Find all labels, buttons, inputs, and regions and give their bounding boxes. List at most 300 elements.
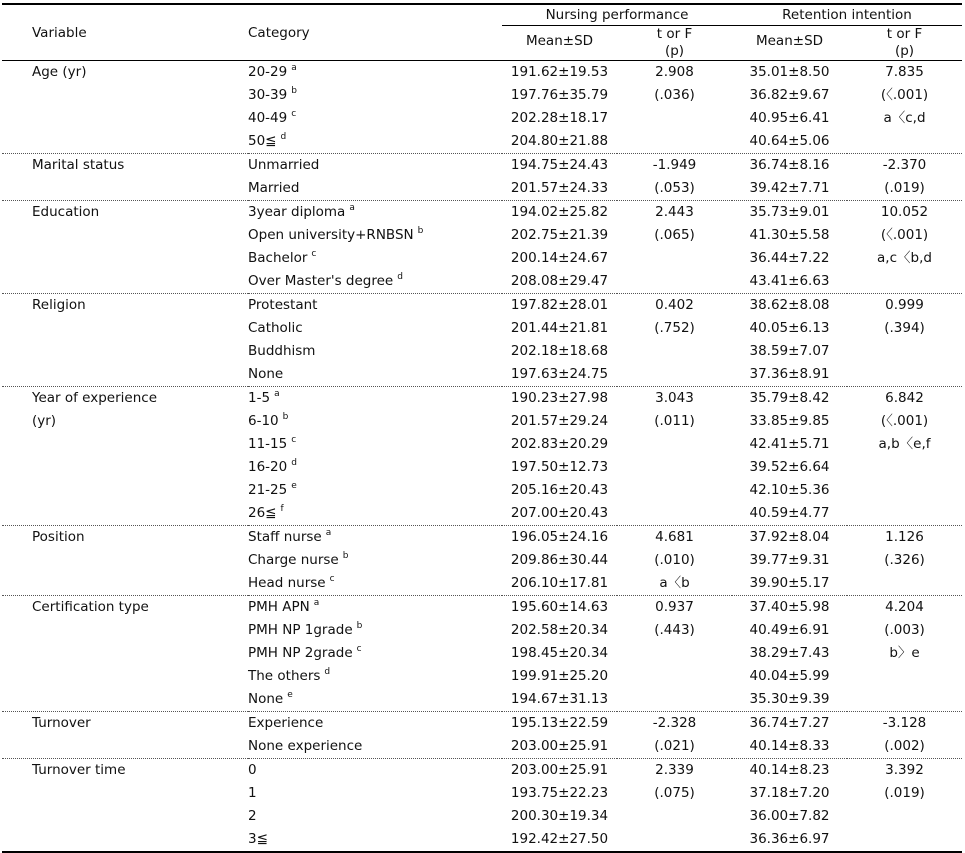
nursing-t-or-f-cell: -1.949 <box>652 157 697 173</box>
retention-mean-sd-cell: 40.59±4.77 <box>732 502 847 526</box>
category-cell <box>248 502 502 526</box>
category-superscript: e <box>287 690 293 700</box>
variable-cell <box>2 247 248 270</box>
category-superscript: b <box>417 226 424 236</box>
header-p-2-label: (p) <box>894 43 915 59</box>
retention-t-or-f-cell: 1.126 <box>885 529 924 545</box>
table-body <box>2 61 962 853</box>
retention-t-or-f-cell: -2.370 <box>882 157 927 173</box>
retention-t-or-f-cell: (.019) <box>847 177 962 201</box>
nursing-mean-sd-cell: 200.30±19.34 <box>510 808 609 824</box>
category-label: None <box>248 691 284 707</box>
category-superscript: a <box>325 528 332 538</box>
header-variable: Variable <box>32 24 87 41</box>
category-label: Open university+RNBSN <box>248 227 414 243</box>
category-label: 21-25 <box>248 482 288 498</box>
retention-t-or-f-cell <box>847 363 962 387</box>
nursing-t-or-f-cell <box>617 270 732 294</box>
nursing-mean-sd-cell: 193.75±22.23 <box>510 785 609 801</box>
category-label: PMH NP 2grade <box>248 645 353 661</box>
retention-mean-sd-cell: 36.44±7.22 <box>749 250 830 266</box>
category-cell <box>248 201 502 225</box>
category-label: Protestant <box>248 297 318 313</box>
category-superscript: a <box>313 598 320 608</box>
table-row <box>2 456 962 479</box>
header-row-1 <box>2 4 962 26</box>
table-row <box>2 317 962 340</box>
header-mean-sd-2-text: Mean±SD <box>755 33 824 49</box>
retention-mean-sd-cell: 39.52±6.64 <box>749 459 830 475</box>
header-t-or-f-2-label: t or F <box>886 26 923 42</box>
retention-t-or-f-cell <box>847 130 962 154</box>
table-row <box>2 294 962 318</box>
retention-mean-sd-cell: 40.14±8.23 <box>749 762 830 778</box>
nursing-t-or-f-cell <box>617 642 732 665</box>
category-label: None experience <box>248 738 363 754</box>
nursing-t-or-f-cell: (.053) <box>617 177 732 201</box>
category-label: PMH APN <box>248 599 310 615</box>
category-cell <box>248 456 502 479</box>
nursing-mean-sd-cell: 195.60±14.63 <box>510 599 609 615</box>
retention-mean-sd-cell: 41.30±5.58 <box>749 227 830 243</box>
variable-cell <box>2 456 248 479</box>
nursing-mean-sd-cell: 202.18±18.68 <box>510 343 609 359</box>
header-mean-sd-1 <box>502 26 617 61</box>
retention-t-or-f-cell: -3.128 <box>882 715 927 731</box>
retention-mean-sd-cell: 36.74±7.27 <box>749 715 830 731</box>
category-cell <box>248 410 502 433</box>
nursing-t-or-f-cell <box>617 433 732 456</box>
category-superscript: c <box>356 644 362 654</box>
category-label: 20-29 <box>248 64 288 80</box>
nursing-mean-sd-cell: 198.45±20.34 <box>510 645 609 661</box>
variable-cell: Position <box>32 529 85 545</box>
table-row <box>2 828 962 852</box>
variable-cell: Marital status <box>32 157 125 173</box>
category-superscript: a <box>274 389 280 399</box>
category-cell <box>248 712 502 736</box>
retention-mean-sd-cell: 35.30±9.39 <box>732 688 847 712</box>
retention-t-or-f-cell: b〉e <box>889 645 920 661</box>
table-row <box>2 549 962 572</box>
category-cell <box>248 247 502 270</box>
retention-mean-sd-cell: 40.95±6.41 <box>749 110 830 126</box>
category-label: 0 <box>248 762 257 778</box>
retention-t-or-f-cell <box>847 805 962 828</box>
nursing-mean-sd-cell: 194.67±31.13 <box>502 688 617 712</box>
retention-t-or-f-cell: 6.842 <box>885 390 924 406</box>
nursing-mean-sd-cell: 201.57±29.24 <box>510 413 609 429</box>
retention-t-or-f-cell <box>847 340 962 363</box>
category-cell <box>248 759 502 783</box>
table-row <box>2 270 962 294</box>
table-row <box>2 340 962 363</box>
category-cell <box>248 224 502 247</box>
retention-t-or-f-cell: 4.204 <box>885 599 924 615</box>
table-row <box>2 154 962 178</box>
variable-cell <box>2 502 248 526</box>
nursing-t-or-f-cell: 2.908 <box>655 64 694 80</box>
header-t-or-f-1 <box>617 26 732 61</box>
nursing-t-or-f-cell <box>617 805 732 828</box>
table-row <box>2 479 962 502</box>
category-label: Head nurse <box>248 575 326 591</box>
table-row <box>2 363 962 387</box>
retention-mean-sd-cell: 40.64±5.06 <box>732 130 847 154</box>
category-label: 6-10 <box>248 413 279 429</box>
nursing-mean-sd-cell: 191.62±19.53 <box>510 64 609 80</box>
table-row <box>2 619 962 642</box>
variable-cell <box>2 107 248 130</box>
table-row <box>2 688 962 712</box>
category-superscript: c <box>291 435 297 445</box>
retention-mean-sd-cell: 38.62±8.08 <box>749 297 830 313</box>
nursing-t-or-f-cell <box>617 665 732 688</box>
category-label: 2 <box>248 808 257 824</box>
category-superscript: c <box>329 574 335 584</box>
retention-t-or-f-cell: (〈.001) <box>880 413 929 429</box>
nursing-mean-sd-cell: 209.86±30.44 <box>510 552 609 568</box>
category-cell <box>248 270 502 294</box>
header-category: Category <box>248 24 310 41</box>
table-row <box>2 107 962 130</box>
category-cell <box>248 294 502 318</box>
variable-cell: Education <box>32 204 100 220</box>
variable-cell: Turnover time <box>32 762 126 778</box>
table-row <box>2 247 962 270</box>
nursing-t-or-f-cell <box>617 479 732 502</box>
variable-cell <box>2 642 248 665</box>
retention-t-or-f-cell <box>847 828 962 852</box>
variable-cell: Certification type <box>32 599 149 615</box>
table-row <box>2 596 962 620</box>
category-label: 3year diploma <box>248 204 346 220</box>
nursing-mean-sd-cell: 205.16±20.43 <box>510 482 609 498</box>
category-superscript: a <box>349 203 355 213</box>
retention-mean-sd-cell: 33.85±9.85 <box>749 413 830 429</box>
nursing-t-or-f-cell: (.065) <box>654 227 695 243</box>
retention-mean-sd-cell: 36.36±6.97 <box>732 828 847 852</box>
variable-cell <box>2 782 248 805</box>
category-label: Unmarried <box>248 157 320 173</box>
category-cell <box>248 433 502 456</box>
retention-mean-sd-cell: 38.29±7.43 <box>749 645 830 661</box>
retention-mean-sd-cell: 37.40±5.98 <box>749 599 830 615</box>
category-cell <box>248 572 502 596</box>
nursing-t-or-f-cell <box>617 502 732 526</box>
nursing-mean-sd-cell: 207.00±20.43 <box>502 502 617 526</box>
category-label: PMH NP 1grade <box>248 622 353 638</box>
nursing-t-or-f-cell: 0.937 <box>655 599 694 615</box>
category-superscript: e <box>291 481 297 491</box>
retention-t-or-f-cell <box>847 688 962 712</box>
nursing-mean-sd-cell: 203.00±25.91 <box>502 735 617 759</box>
variable-cell <box>2 317 248 340</box>
nursing-mean-sd-cell: 197.76±35.79 <box>510 87 609 103</box>
category-cell <box>248 619 502 642</box>
retention-mean-sd-cell: 35.79±8.42 <box>749 390 830 406</box>
category-label: Staff nurse <box>248 529 322 545</box>
variable-cell <box>2 130 248 154</box>
variable-cell <box>2 735 248 759</box>
category-superscript: c <box>311 249 317 259</box>
variable-cell <box>2 479 248 502</box>
variable-cell <box>2 572 248 596</box>
category-superscript: b <box>356 621 363 631</box>
table-row <box>2 201 962 225</box>
category-cell <box>248 665 502 688</box>
table-row <box>2 433 962 456</box>
nursing-mean-sd-cell: 202.28±18.17 <box>510 110 609 126</box>
nursing-t-or-f-cell: 0.402 <box>655 297 694 313</box>
retention-t-or-f-cell <box>847 665 962 688</box>
nursing-mean-sd-cell: 203.00±25.91 <box>510 762 609 778</box>
category-label: Experience <box>248 715 324 731</box>
retention-mean-sd-cell: 40.49±6.91 <box>749 622 830 638</box>
category-cell <box>248 317 502 340</box>
category-superscript: d <box>397 272 403 282</box>
table-row <box>2 782 962 805</box>
nursing-mean-sd-cell: 206.10±17.81 <box>502 572 617 596</box>
retention-t-or-f-cell: (.003) <box>884 622 925 638</box>
category-cell <box>248 177 502 201</box>
category-cell <box>248 61 502 85</box>
nursing-t-or-f-cell: (.752) <box>654 320 695 336</box>
header-t-or-f-2 <box>847 26 962 61</box>
category-label: 11-15 <box>248 436 288 452</box>
variable-cell <box>2 688 248 712</box>
category-superscript: b <box>342 551 349 561</box>
category-cell <box>248 828 502 852</box>
retention-mean-sd-cell: 37.92±8.04 <box>749 529 830 545</box>
retention-t-or-f-cell: (.394) <box>884 320 925 336</box>
category-superscript: a <box>291 63 297 73</box>
retention-mean-sd-cell: 42.41±5.71 <box>749 436 830 452</box>
variable-cell: Age (yr) <box>32 64 87 80</box>
nursing-mean-sd-cell: 197.50±12.73 <box>510 459 609 475</box>
retention-mean-sd-cell: 42.10±5.36 <box>749 482 830 498</box>
category-label: Over Master's degree <box>248 273 394 289</box>
retention-mean-sd-cell: 40.04±5.99 <box>749 668 830 684</box>
variable-cell <box>2 828 248 852</box>
category-cell <box>248 130 502 154</box>
variable-cell <box>2 340 248 363</box>
nursing-mean-sd-cell: 202.75±21.39 <box>510 227 609 243</box>
header-p-1-label: (p) <box>664 43 685 59</box>
category-label: 1-5 <box>248 390 271 406</box>
category-cell <box>248 642 502 665</box>
retention-mean-sd-cell: 43.41±6.63 <box>732 270 847 294</box>
variable-cell <box>2 805 248 828</box>
table-row <box>2 526 962 550</box>
nursing-t-or-f-cell <box>617 130 732 154</box>
retention-t-or-f-cell: (.326) <box>884 552 925 568</box>
variable-cell <box>2 619 248 642</box>
retention-t-or-f-cell: 3.392 <box>885 762 924 778</box>
category-superscript: f <box>280 504 284 514</box>
table-row <box>2 224 962 247</box>
variable-cell: Religion <box>32 297 86 313</box>
category-label: 1 <box>248 785 257 801</box>
header-retention-intention: Retention intention <box>732 4 962 26</box>
category-label: 16-20 <box>248 459 288 475</box>
table-row <box>2 130 962 154</box>
retention-t-or-f-cell <box>847 270 962 294</box>
category-cell <box>248 735 502 759</box>
retention-t-or-f-cell <box>847 456 962 479</box>
nursing-mean-sd-cell: 196.05±24.16 <box>510 529 609 545</box>
header-t-or-f-1-label: t or F <box>656 26 693 42</box>
category-cell <box>248 549 502 572</box>
category-cell <box>248 526 502 550</box>
table-row <box>2 61 962 85</box>
table-row <box>2 410 962 433</box>
retention-t-or-f-cell: 0.999 <box>885 297 924 313</box>
category-label: 3≦ <box>248 831 268 847</box>
nursing-t-or-f-cell <box>617 247 732 270</box>
nursing-mean-sd-cell: 197.63±24.75 <box>502 363 617 387</box>
retention-mean-sd-cell: 36.74±8.16 <box>749 157 830 173</box>
category-superscript: b <box>291 86 297 96</box>
category-cell <box>248 107 502 130</box>
retention-mean-sd-cell: 37.18±7.20 <box>749 785 830 801</box>
category-cell <box>248 387 502 411</box>
table-row <box>2 712 962 736</box>
table-row <box>2 84 962 107</box>
retention-mean-sd-cell: 36.82±9.67 <box>749 87 830 103</box>
retention-t-or-f-cell <box>847 572 962 596</box>
retention-mean-sd-cell: 35.73±9.01 <box>749 204 830 220</box>
category-cell <box>248 84 502 107</box>
nursing-t-or-f-cell <box>617 688 732 712</box>
table-row <box>2 759 962 783</box>
category-cell <box>248 782 502 805</box>
nursing-t-or-f-cell: (.011) <box>654 413 695 429</box>
category-label: 50≦ <box>248 133 277 149</box>
nursing-t-or-f-cell <box>617 828 732 852</box>
variable-cell <box>2 177 248 201</box>
variable-cell: Year of experience <box>32 390 158 406</box>
header-mean-sd-2 <box>732 26 847 61</box>
retention-mean-sd-cell: 40.05±6.13 <box>749 320 830 336</box>
table-row <box>2 735 962 759</box>
nursing-t-or-f-cell <box>617 107 732 130</box>
nursing-t-or-f-cell: (.075) <box>654 785 695 801</box>
retention-t-or-f-cell: (〈.001) <box>880 227 929 243</box>
table-row <box>2 177 962 201</box>
nursing-mean-sd-cell: 201.57±24.33 <box>502 177 617 201</box>
retention-mean-sd-cell: 35.01±8.50 <box>749 64 830 80</box>
category-label: 40-49 <box>248 110 288 126</box>
nursing-mean-sd-cell: 190.23±27.98 <box>510 390 609 406</box>
variable-cell <box>2 84 248 107</box>
retention-mean-sd-cell: 38.59±7.07 <box>749 343 830 359</box>
nursing-mean-sd-cell: 208.08±29.47 <box>502 270 617 294</box>
retention-t-or-f-cell: (.002) <box>847 735 962 759</box>
variable-cell: Turnover <box>32 715 91 731</box>
category-label: Charge nurse <box>248 552 339 568</box>
nursing-mean-sd-cell: 195.13±22.59 <box>510 715 609 731</box>
nursing-t-or-f-cell: (.443) <box>654 622 695 638</box>
category-cell <box>248 596 502 620</box>
table <box>2 3 962 853</box>
nursing-t-or-f-cell: a〈b <box>617 572 732 596</box>
retention-mean-sd-cell: 36.00±7.82 <box>749 808 830 824</box>
retention-t-or-f-cell: (.019) <box>884 785 925 801</box>
nursing-t-or-f-cell: (.021) <box>617 735 732 759</box>
category-cell <box>248 805 502 828</box>
category-label: Catholic <box>248 320 303 336</box>
table-row <box>2 665 962 688</box>
header-nursing-performance: Nursing performance <box>502 4 732 26</box>
category-cell <box>248 688 502 712</box>
nursing-t-or-f-cell: 2.443 <box>655 204 694 220</box>
retention-mean-sd-cell: 40.14±8.33 <box>732 735 847 759</box>
nursing-mean-sd-cell: 202.58±20.34 <box>510 622 609 638</box>
nursing-mean-sd-cell: 200.14±24.67 <box>510 250 609 266</box>
variable-cell <box>2 665 248 688</box>
nursing-t-or-f-cell: (.036) <box>654 87 695 103</box>
category-label: 30-39 <box>248 87 288 103</box>
category-label: None <box>248 366 284 382</box>
nursing-mean-sd-cell: 204.80±21.88 <box>502 130 617 154</box>
table-row <box>2 805 962 828</box>
category-cell <box>248 363 502 387</box>
nursing-mean-sd-cell: 201.44±21.81 <box>510 320 609 336</box>
retention-t-or-f-cell: (〈.001) <box>880 87 929 103</box>
category-cell <box>248 154 502 178</box>
nursing-t-or-f-cell <box>617 363 732 387</box>
retention-t-or-f-cell: a,c〈b,d <box>877 250 932 266</box>
retention-t-or-f-cell <box>847 502 962 526</box>
table-row <box>2 642 962 665</box>
nursing-t-or-f-cell: -2.328 <box>652 715 697 731</box>
category-superscript: c <box>291 109 297 119</box>
category-cell <box>248 479 502 502</box>
category-superscript: d <box>291 458 297 468</box>
category-superscript: b <box>282 412 289 422</box>
variable-cell: (yr) <box>32 413 57 429</box>
category-label: The others <box>248 668 321 684</box>
statistics-table <box>2 3 962 853</box>
nursing-mean-sd-cell: 202.83±20.29 <box>510 436 609 452</box>
nursing-mean-sd-cell: 194.02±25.82 <box>510 204 609 220</box>
nursing-t-or-f-cell: 3.043 <box>655 390 694 406</box>
category-label: Buddhism <box>248 343 316 359</box>
variable-cell <box>2 224 248 247</box>
nursing-t-or-f-cell <box>617 340 732 363</box>
header-mean-sd-1-text: Mean±SD <box>525 33 594 49</box>
nursing-mean-sd-cell: 192.42±27.50 <box>502 828 617 852</box>
category-label: Married <box>248 180 300 196</box>
nursing-t-or-f-cell <box>617 456 732 479</box>
category-label: 26≦ <box>248 505 277 521</box>
retention-t-or-f-cell: 10.052 <box>880 204 929 220</box>
table-header <box>2 4 962 61</box>
variable-cell <box>2 549 248 572</box>
retention-mean-sd-cell: 39.42±7.71 <box>732 177 847 201</box>
variable-cell <box>2 433 248 456</box>
nursing-mean-sd-cell: 194.75±24.43 <box>510 157 609 173</box>
table-row <box>2 502 962 526</box>
nursing-t-or-f-cell: (.010) <box>654 552 695 568</box>
category-cell <box>248 340 502 363</box>
retention-mean-sd-cell: 39.77±9.31 <box>749 552 830 568</box>
retention-mean-sd-cell: 39.90±5.17 <box>732 572 847 596</box>
nursing-mean-sd-cell: 199.91±25.20 <box>510 668 609 684</box>
category-superscript: d <box>280 132 287 142</box>
table-row <box>2 572 962 596</box>
